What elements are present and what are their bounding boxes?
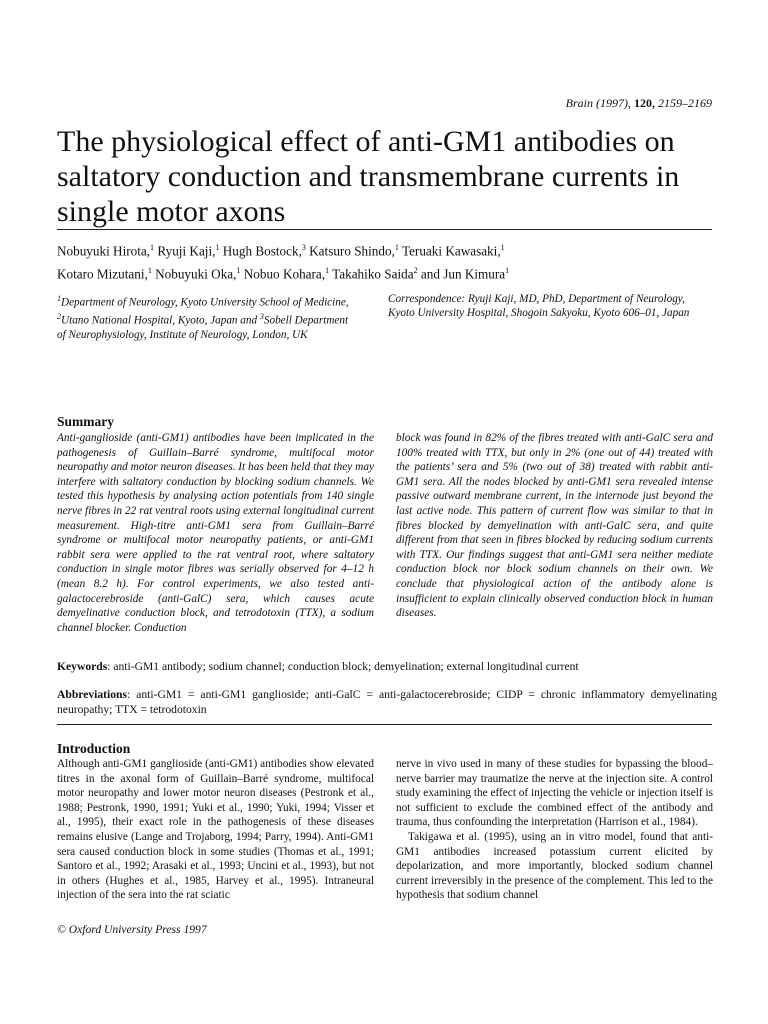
journal-volume: 120, bbox=[634, 96, 655, 110]
summary-heading: Summary bbox=[57, 414, 114, 429]
paragraph: Takigawa et al. (1995), using an in vitro model, found that anti-GM1 antibodies increased potassium current elicited by depolarization, and more importantly, blocked sodium channel current irreversibly in the presence of the complement. This led to the hypothesis that sodium channel bbox=[396, 830, 713, 902]
keywords-label: Keywords bbox=[57, 660, 108, 673]
affiliations: $^1$Department of Neurology, Kyoto University School of Medicine, $^2$Utano National Hospital, Kyoto, Japan and $^3$Sobell Department of Neurophysiology, Institute of Neurology, London, UK bbox=[57, 294, 349, 342]
author: Teruaki Kawasaki, bbox=[401, 243, 501, 259]
abbreviations-label: Abbreviations bbox=[57, 688, 128, 701]
keywords bbox=[57, 659, 717, 674]
title-rule bbox=[57, 229, 712, 230]
author: Kotaro Mizutani, bbox=[57, 266, 148, 282]
paragraph: Although anti-GM1 ganglioside (anti-GM1) antibodies show elevated titres in the axonal form of Guillain–Barré syndrome, multifocal motor neuropathy and lower motor neuron diseases (Pestronk et al., 1988; Pestronk, 1990, 1991; Yuki et al., 1990; Yuki, 1994; Visser et al., 1995), their exact role in the pathogenesis of these diseases remains elusive (Lange and Trojaborg, 1994; Parry, 1994). Anti-GM1 sera caused conduction block in some studies (Thomas et al., 1991; Santoro et al., 1992; Arasaki et al., 1993; Uncini et al., 1993), but not in others (Hughes et al., 1985, Harvey et al., 1995). Intraneural injection of the sera into the rat sciatic bbox=[57, 758, 374, 902]
affiliation: Department of Neurology, Kyoto University School of Medicine, bbox=[61, 296, 349, 309]
copyright-notice: © Oxford University Press 1997 bbox=[57, 923, 207, 936]
introduction-right-column bbox=[396, 757, 713, 903]
author: Nobuo Kohara, bbox=[243, 266, 326, 282]
journal-pages: 2159–2169 bbox=[658, 96, 712, 110]
author: Nobuyuki Hirota, bbox=[57, 243, 151, 259]
author: Takahiko Saida bbox=[332, 266, 414, 282]
introduction-heading: Introduction bbox=[57, 741, 131, 756]
affiliation: Utano National Hospital, Kyoto, Japan and bbox=[61, 314, 258, 327]
author: Katsuro Shindo, bbox=[309, 243, 395, 259]
introduction-left-column bbox=[57, 757, 374, 903]
author: Nobuyuki Oka, bbox=[155, 266, 237, 282]
journal-citation bbox=[566, 96, 712, 111]
abbreviations bbox=[57, 687, 717, 717]
author: Ryuji Kaji, bbox=[157, 243, 216, 259]
author: Hugh Bostock, bbox=[222, 243, 302, 259]
keywords-text: : anti-GM1 antibody; sodium channel; conduction block; demyelination; external longitudinal current bbox=[107, 660, 579, 673]
paragraph: nerve in vivo used in many of these studies for bypassing the blood–nerve barrier may traumatize the nerve at the injection site. A control study examining the effect of injecting the vehicle or injection itself is not sufficient to exclude the combined effect of the antibody and trauma, thus confounding the interpretation (Harrison et al., 1984). bbox=[396, 758, 713, 829]
section-rule bbox=[57, 724, 712, 725]
affiliation: Sobell Department of Neurophysiology, Institute of Neurology, London, UK bbox=[57, 314, 349, 342]
journal-name: Brain bbox=[565, 96, 593, 110]
correspondence: Correspondence: Ryuji Kaji, MD, PhD, Department of Neurology, Kyoto University Hospital, Shogoin Sakyoku, Kyoto 606–01, Japan bbox=[388, 293, 690, 320]
journal-year: (1997), bbox=[596, 96, 631, 110]
summary-left-column: Anti-ganglioside (anti-GM1) antibodies have been implicated in the pathogenesis of Guillain–Barré syndrome, multifocal motor neuropathy and motor neuron diseases. It has been held that they may interfere with saltatory conduction by blocking sodium channels. We tested this hypothesis by analysing action potentials from 140 single nerve fibres in 22 rat ventral roots using external longitudinal current measurement. High-titre anti-GM1 sera from Guillain–Barré syndrome or multifocal motor neuropathy patients, or anti-GM1 rabbit sera were applied to the rat ventral root, where saltatory conduction in single motor fibres was serially observed for 4–12 h (mean 8.2 h). For control experiments, we also tested anti-galactocerebroside (anti-GalC) sera, which causes acute demyelinative conduction block, and tetrodotoxin (TTX), a sodium channel blocker. Conduction bbox=[57, 432, 374, 634]
author: and Jun Kimura bbox=[420, 266, 506, 282]
paper-title: The physiological effect of anti-GM1 antibodies on saltatory conduction and transmembrane currents in single motor axons bbox=[57, 125, 680, 228]
author-list: Nobuyuki Hirota,$^1$ Ryuji Kaji,$^1$ Hugh Bostock,$^3$ Katsuro Shindo,$^1$ Teruaki Kawasaki,$^1$ Kotaro Mizutani,$^1$ Nobuyuki Oka,$^1$ Nobuo Kohara,$^1$ Takahiko Saida$^2$ and Jun Kimura$^1$ bbox=[57, 243, 510, 282]
summary-right-column: block was found in 82% of the fibres treated with anti-GalC sera and 100% treated with TTX, but only in 2% (one out of 44) treated with the patients’ sera and 5% (two out of 38) treated with rabbit anti-GM1 sera. All the nodes blocked by anti-GM1 sera revealed intense passive outward membrane current, in the internode just beyond the last active node. This pattern of current flow was similar to that in fibres blocked by demyelination with anti-GalC sera, and quite different from that seen in fibres blocked by reducing sodium currents with TTX. Our findings suggest that anti-GM1 sera neither mediate conduction block nor block sodium channels on their own. We conclude that physiological action of the antibody alone is insufficient to explain clinically observed conduction block in human diseases. bbox=[396, 432, 713, 620]
abbreviations-text: : anti-GM1 = anti-GM1 ganglioside; anti-GalC = anti-galactocerebroside; CIDP = chronic inflammatory demyelinating neuropathy; TTX = tetrodotoxin bbox=[57, 688, 717, 716]
